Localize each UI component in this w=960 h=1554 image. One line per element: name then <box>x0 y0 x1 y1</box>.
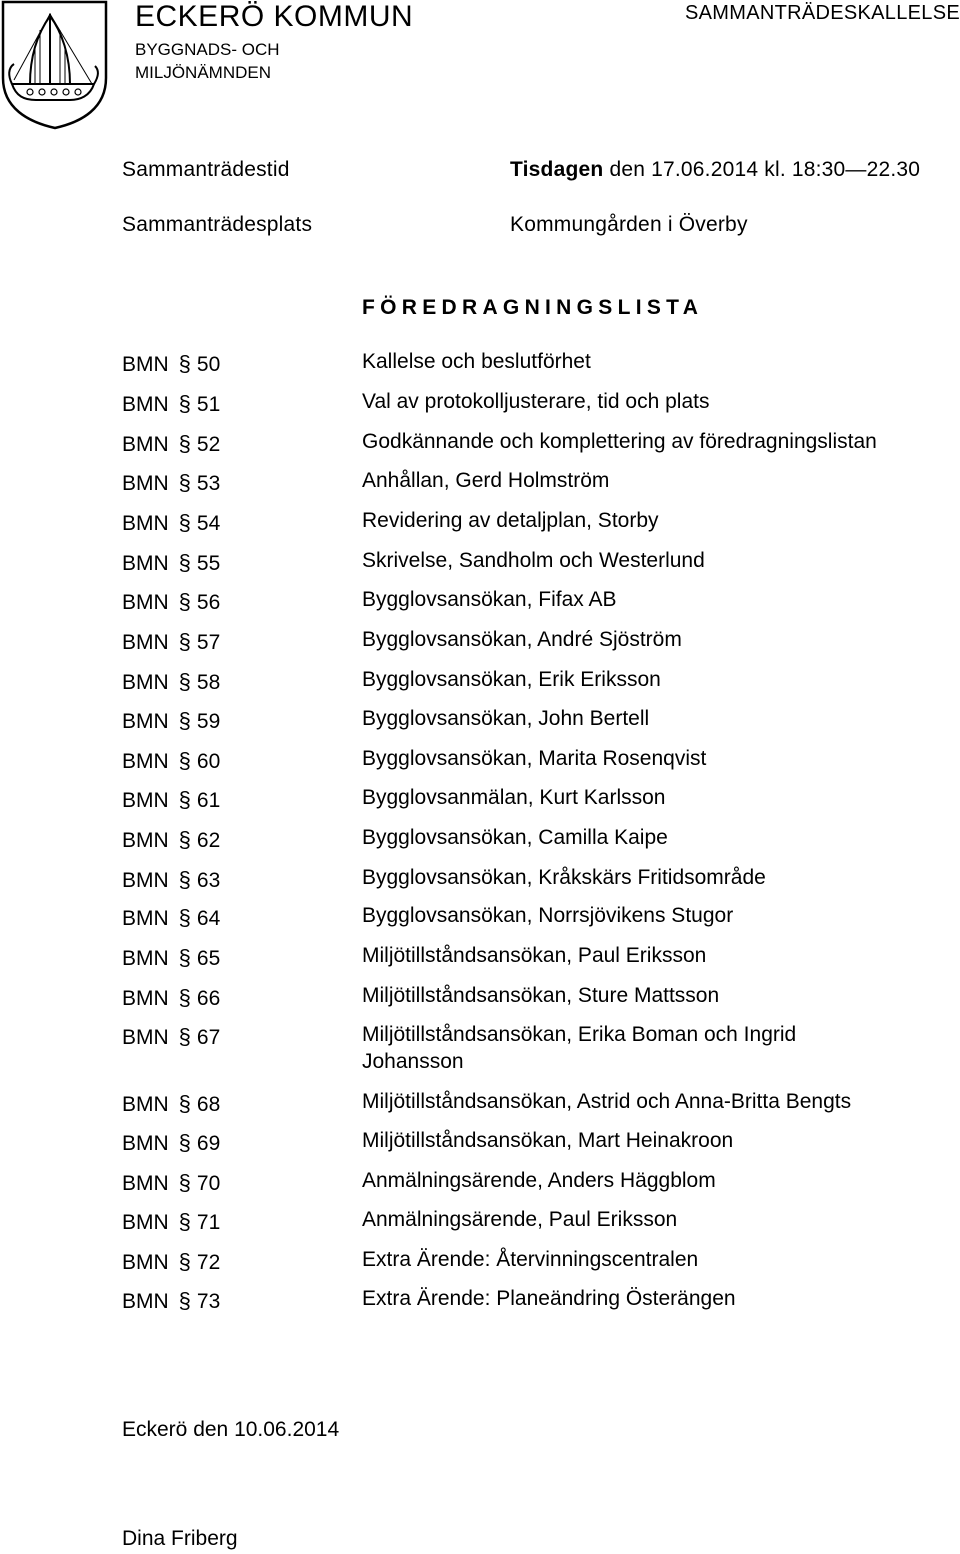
agenda-item-title <box>362 666 661 693</box>
agenda-item-title <box>362 824 668 851</box>
agenda-item-title-line: Bygglovsansökan, Kråkskärs Fritidsområde <box>362 866 766 889</box>
section-sign: § <box>178 1209 191 1234</box>
agenda-item-paragraph: 66 <box>196 987 221 1010</box>
agenda-item-title-line: Bygglovsansökan, Norrsjövikens Stugor <box>362 904 734 927</box>
agenda-item-title-line: Godkännande och komplettering av föredragningslistan <box>362 430 877 453</box>
agenda-item-code: BMN <box>122 1290 169 1313</box>
agenda-item-title <box>362 467 609 494</box>
agenda-item-code: BMN <box>122 353 169 376</box>
agenda-item-title-line: Johansson <box>362 1050 464 1073</box>
agenda-item-code: BMN <box>122 947 169 970</box>
agenda-item-paragraph: 59 <box>196 710 221 733</box>
agenda-item-title <box>362 1127 733 1154</box>
agenda-item-paragraph: 71 <box>196 1211 221 1234</box>
section-sign: § <box>178 1288 191 1313</box>
agenda-item-code: BMN <box>122 1251 169 1274</box>
agenda-item-paragraph: 54 <box>196 512 221 535</box>
agenda-item-code: BMN <box>122 472 169 495</box>
agenda-item-number <box>122 827 220 853</box>
section-sign: § <box>178 827 191 852</box>
section-sign: § <box>178 1249 191 1274</box>
agenda-item-number <box>122 470 220 496</box>
agenda-item-title-line: Val av protokolljusterare, tid och plats <box>362 390 710 413</box>
agenda-item-code: BMN <box>122 591 169 614</box>
agenda-item-code: BMN <box>122 1211 169 1234</box>
agenda-item-number <box>122 510 220 536</box>
section-sign: § <box>178 1024 191 1049</box>
board-name-line-2: MILJÖNÄMNDEN <box>135 63 272 82</box>
agenda-item-paragraph: 56 <box>196 591 221 614</box>
agenda-item-title <box>362 864 766 891</box>
meeting-day: Tisdagen <box>510 158 604 181</box>
agenda-item-number <box>122 550 220 576</box>
agenda-item-code: BMN <box>122 750 169 773</box>
agenda-item-paragraph: 51 <box>196 393 221 416</box>
meeting-place-value: Kommungården i Överby <box>510 213 748 236</box>
agenda-item-code: BMN <box>122 789 169 812</box>
agenda-item-paragraph: 70 <box>196 1172 221 1195</box>
agenda-item-number <box>122 1091 220 1117</box>
agenda-item-code: BMN <box>122 907 169 930</box>
agenda-item-title <box>362 705 649 732</box>
agenda-item-number <box>122 391 220 417</box>
agenda-item-title-line: Miljötillståndsansökan, Sture Mattsson <box>362 984 720 1007</box>
agenda-item-title-line: Skrivelse, Sandholm och Westerlund <box>362 549 705 572</box>
meeting-time-label: Sammanträdestid <box>122 158 290 181</box>
agenda-item-number <box>122 351 220 377</box>
agenda-item-number <box>122 1209 220 1235</box>
agenda-item-title-line: Bygglovsansökan, André Sjöström <box>362 628 682 651</box>
agenda-item-title <box>362 586 616 613</box>
agenda-item-paragraph: 52 <box>196 433 221 456</box>
agenda-item-number <box>122 985 220 1011</box>
section-sign: § <box>178 985 191 1010</box>
section-sign: § <box>178 431 191 456</box>
agenda-item-title <box>362 1206 677 1233</box>
agenda-item-paragraph: 72 <box>196 1251 221 1274</box>
agenda-item-number <box>122 1024 220 1050</box>
section-sign: § <box>178 748 191 773</box>
agenda-item-paragraph: 60 <box>196 750 221 773</box>
agenda-item-title-line: Revidering av detaljplan, Storby <box>362 509 659 532</box>
agenda-item-title-line: Bygglovsansökan, John Bertell <box>362 707 650 730</box>
agenda-item-title-line: Miljötillståndsansökan, Mart Heinakroon <box>362 1129 734 1152</box>
agenda-item-title-line: Miljötillståndsansökan, Erika Boman och Ingrid <box>362 1023 797 1046</box>
agenda-item-paragraph: 68 <box>196 1093 221 1116</box>
agenda-item-code: BMN <box>122 1093 169 1116</box>
section-sign: § <box>178 351 191 376</box>
agenda-item-title-line: Bygglovsansökan, Marita Rosenqvist <box>362 747 707 770</box>
agenda-item-code: BMN <box>122 1172 169 1195</box>
agenda-item-title-line: Kallelse och beslutförhet <box>362 350 591 373</box>
section-sign: § <box>178 669 191 694</box>
agenda-item-title <box>362 1285 736 1312</box>
agenda-item-title <box>362 1167 716 1194</box>
agenda-item-number <box>122 787 220 813</box>
agenda-item-number <box>122 589 220 615</box>
section-sign: § <box>178 1130 191 1155</box>
agenda-item-number <box>122 945 220 971</box>
agenda-item-title <box>362 1021 796 1075</box>
agenda-item-paragraph: 63 <box>196 869 221 892</box>
agenda-item-code: BMN <box>122 671 169 694</box>
agenda-item-number <box>122 867 220 893</box>
agenda-item-code: BMN <box>122 393 169 416</box>
section-sign: § <box>178 510 191 535</box>
agenda-item-paragraph: 55 <box>196 552 221 575</box>
meeting-place-label: Sammanträdesplats <box>122 213 313 236</box>
agenda-item-title <box>362 745 706 772</box>
agenda-item-title-line: Bygglovsanmälan, Kurt Karlsson <box>362 786 666 809</box>
agenda-item-title <box>362 784 666 811</box>
agenda-item-title-line: Anhållan, Gerd Holmström <box>362 469 610 492</box>
agenda-item-title-line: Miljötillståndsansökan, Astrid och Anna-Britta Bengts <box>362 1090 852 1113</box>
section-sign: § <box>178 1170 191 1195</box>
agenda-item-paragraph: 67 <box>196 1026 221 1049</box>
agenda-item-code: BMN <box>122 987 169 1010</box>
agenda-item-code: BMN <box>122 631 169 654</box>
section-sign: § <box>178 550 191 575</box>
agenda-item-paragraph: 58 <box>196 671 221 694</box>
agenda-item-title-line: Anmälningsärende, Anders Häggblom <box>362 1169 716 1192</box>
agenda-item-title <box>362 507 659 534</box>
agenda-item-title <box>362 1088 851 1115</box>
agenda-item-title <box>362 428 877 455</box>
meeting-time-value <box>510 158 920 182</box>
agenda-item-number <box>122 748 220 774</box>
agenda-item-code: BMN <box>122 710 169 733</box>
section-sign: § <box>178 1091 191 1116</box>
agenda-item-title <box>362 348 591 375</box>
agenda-item-number <box>122 905 220 931</box>
municipality-crest-logo <box>0 0 108 130</box>
agenda-item-code: BMN <box>122 552 169 575</box>
section-sign: § <box>178 629 191 654</box>
agenda-item-title <box>362 547 705 574</box>
section-sign: § <box>178 905 191 930</box>
agenda-title: FÖREDRAGNINGSLISTA <box>362 296 704 319</box>
agenda-item-title-line: Extra Ärende: Återvinningscentralen <box>362 1248 699 1271</box>
section-sign: § <box>178 708 191 733</box>
agenda-item-title-line: Extra Ärende: Planeändring Österängen <box>362 1287 736 1310</box>
agenda-item-paragraph: 69 <box>196 1132 221 1155</box>
agenda-item-paragraph: 62 <box>196 829 221 852</box>
agenda-item-code: BMN <box>122 1026 169 1049</box>
meeting-date-time: den 17.06.2014 kl. 18:30—22.30 <box>603 158 921 181</box>
agenda-item-code: BMN <box>122 433 169 456</box>
section-sign: § <box>178 589 191 614</box>
section-sign: § <box>178 945 191 970</box>
agenda-item-title-line: Miljötillståndsansökan, Paul Eriksson <box>362 944 707 967</box>
agenda-item-title-line: Bygglovsansökan, Fifax AB <box>362 588 617 611</box>
agenda-item-paragraph: 73 <box>196 1290 221 1313</box>
agenda-item-code: BMN <box>122 869 169 892</box>
place-and-date: Eckerö den 10.06.2014 <box>122 1418 340 1441</box>
agenda-item-code: BMN <box>122 512 169 535</box>
agenda-item-number <box>122 431 220 457</box>
agenda-item-title <box>362 388 709 415</box>
board-name-line-1: BYGGNADS- OCH <box>135 40 280 59</box>
agenda-item-number <box>122 1249 220 1275</box>
signatory-name: Dina Friberg <box>122 1527 238 1550</box>
agenda-item-code: BMN <box>122 1132 169 1155</box>
municipality-name: ECKERÖ KOMMUN <box>135 0 414 33</box>
board-name <box>135 38 280 84</box>
agenda-item-title-line: Bygglovsansökan, Camilla Kaipe <box>362 826 668 849</box>
agenda-item-code: BMN <box>122 829 169 852</box>
agenda-item-number <box>122 1170 220 1196</box>
agenda-item-number <box>122 708 220 734</box>
agenda-item-paragraph: 50 <box>196 353 221 376</box>
section-sign: § <box>178 867 191 892</box>
agenda-item-number <box>122 1288 220 1314</box>
agenda-item-paragraph: 65 <box>196 947 221 970</box>
agenda-item-title-line: Bygglovsansökan, Erik Eriksson <box>362 668 661 691</box>
agenda-item-title <box>362 902 733 929</box>
agenda-item-title <box>362 942 706 969</box>
agenda-item-number <box>122 669 220 695</box>
document-type: SAMMANTRÄDESKALLELSE <box>685 2 960 24</box>
agenda-item-paragraph: 57 <box>196 631 221 654</box>
agenda-item-paragraph: 64 <box>196 907 221 930</box>
agenda-item-title-line: Anmälningsärende, Paul Eriksson <box>362 1208 678 1231</box>
agenda-item-paragraph: 61 <box>196 789 221 812</box>
agenda-item-paragraph: 53 <box>196 472 221 495</box>
agenda-item-title <box>362 1246 698 1273</box>
agenda-item-number <box>122 629 220 655</box>
agenda-item-title <box>362 626 682 653</box>
agenda-item-number <box>122 1130 220 1156</box>
agenda-item-title <box>362 982 719 1009</box>
section-sign: § <box>178 391 191 416</box>
section-sign: § <box>178 470 191 495</box>
section-sign: § <box>178 787 191 812</box>
